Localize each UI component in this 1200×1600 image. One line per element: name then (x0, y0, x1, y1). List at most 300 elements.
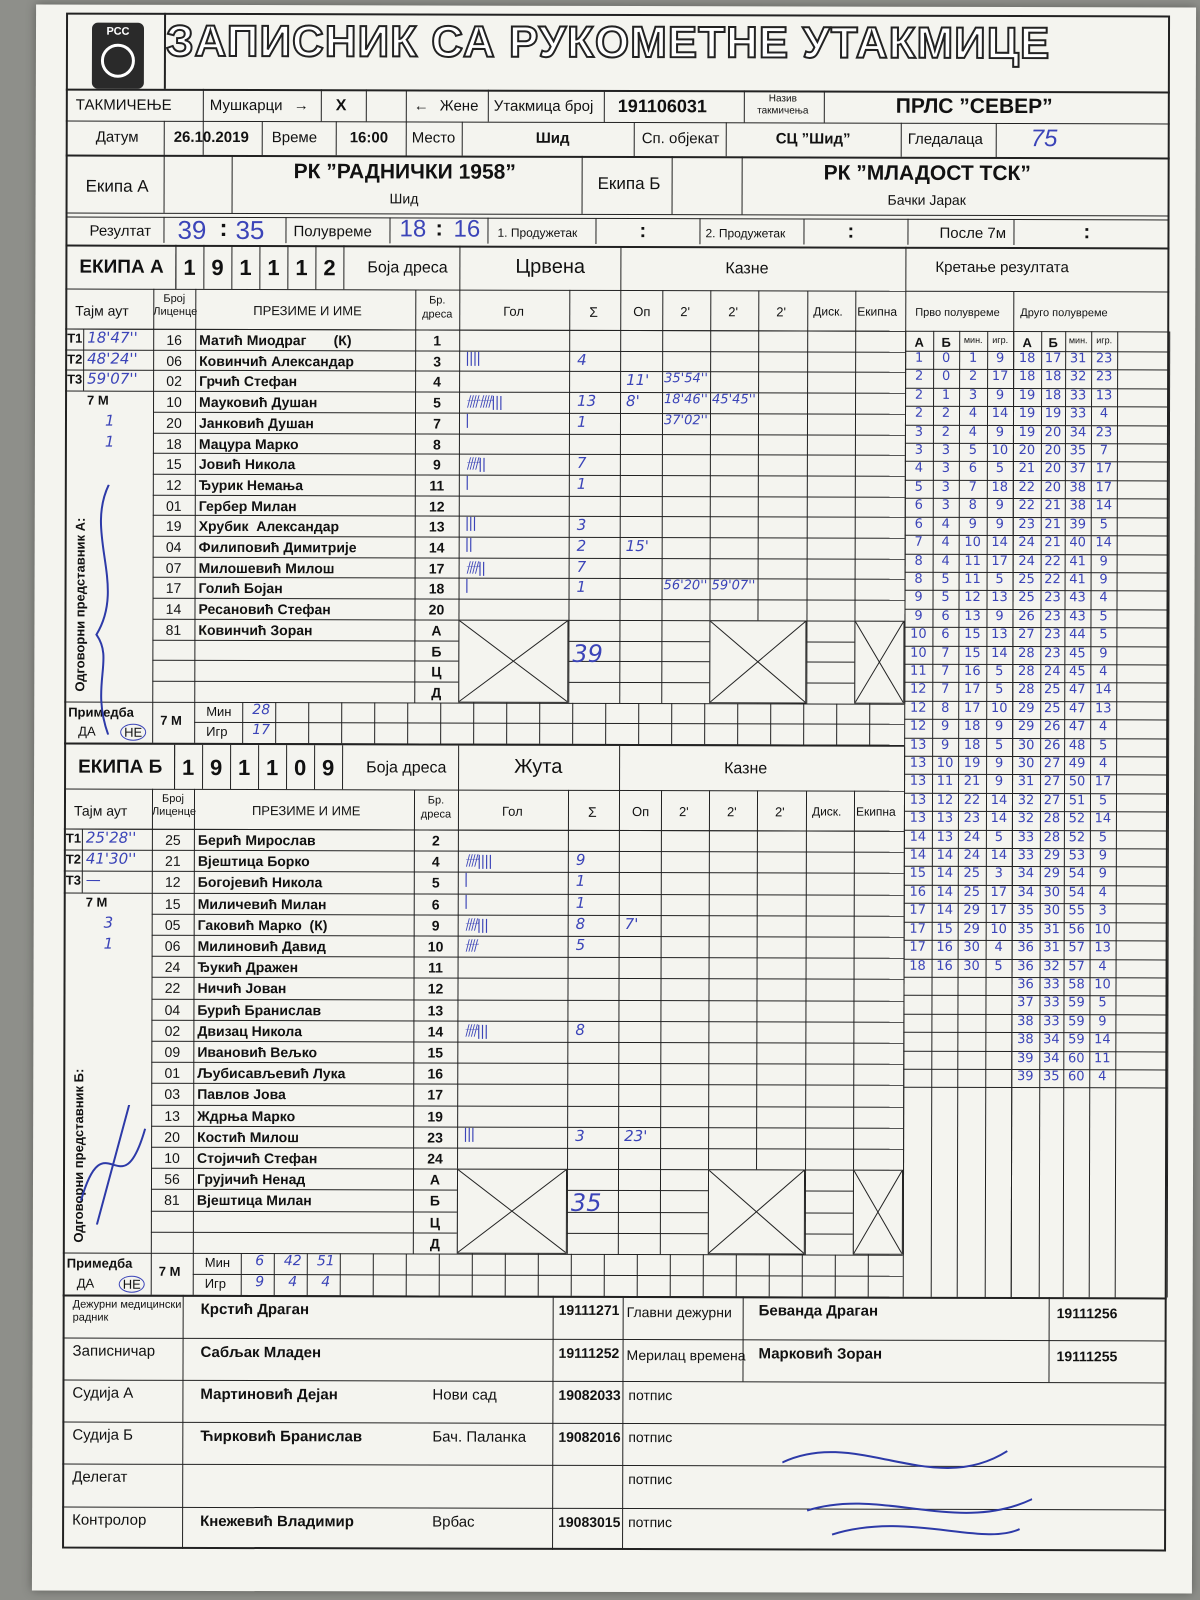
progress-cell: 19 (963, 755, 981, 771)
team-b-player-warning (624, 1063, 664, 1084)
team-a-col-warn: Оп (633, 304, 651, 320)
progress-cell (903, 977, 931, 995)
team-b-col-team: Екипна (855, 804, 896, 819)
progress-cell: 19 (1018, 424, 1036, 440)
progress-cell: 17 (909, 921, 926, 937)
team-a-player-2min (664, 351, 712, 372)
progress-cell: 30 (1017, 756, 1035, 772)
rule (539, 702, 540, 743)
progress-cell: 5 (968, 442, 978, 458)
team-b-total-goals: 35 (570, 1189, 602, 1218)
team-b-player-name: Берић Мирослав (197, 831, 316, 849)
progress-cell: 9 (940, 737, 950, 753)
progress-cell: 30 (1043, 884, 1061, 901)
rule (258, 745, 259, 789)
progress-cell: 14 (909, 829, 927, 845)
progress-cell: 22 (963, 792, 981, 808)
progress-cell: 38 (1017, 1032, 1034, 1048)
progress-cell: 14 (1094, 811, 1112, 827)
team-a-note-label: Примедба (68, 704, 134, 720)
place-label: Место (411, 129, 456, 147)
ball-icon (101, 44, 135, 78)
progress-cell: 39 (1017, 1050, 1034, 1066)
team-a-player-2min (712, 434, 760, 455)
progress-cell: 4 (941, 553, 950, 569)
rule (487, 218, 488, 244)
team-b-seven-igr: 9 (255, 1274, 265, 1291)
progress-cell: 25 (1018, 571, 1035, 588)
team-b-player-sum: 3 (575, 1126, 585, 1145)
team-a-player-warning (626, 434, 666, 455)
team-a-player-2min: 18'46'' (664, 392, 708, 408)
team-a-player-sum: 2 (576, 536, 587, 555)
progress-cell (985, 1051, 1011, 1069)
team-a-code-digit: 1 (295, 255, 308, 281)
team-b-city: Бачки Јарак (887, 191, 966, 208)
rule (458, 746, 459, 790)
team-b-official-role: Ц (429, 1214, 441, 1231)
progress-cell: 31 (1017, 774, 1035, 790)
rule (637, 1254, 638, 1296)
progress-cell: 10 (990, 921, 1007, 937)
progress-cell: 22 (1044, 572, 1061, 588)
team-a-player-sum: 1 (576, 474, 587, 493)
progress-cell: 38 (1069, 498, 1087, 514)
team-a-player-lic: 14 (165, 600, 182, 617)
progress-cell: 6 (941, 608, 950, 624)
team-a-player-lic: 12 (166, 476, 182, 493)
team-b-player-lic: 22 (164, 980, 181, 997)
progress-cell: 1 (941, 387, 951, 403)
team-a-player-sum (576, 599, 616, 620)
rule (1048, 1298, 1049, 1383)
team-a-player-name: Филиповић Димитрије (198, 538, 357, 556)
team-b-player-lic: 03 (164, 1086, 181, 1103)
team-b-player-lic: 04 (164, 1001, 181, 1018)
progress-col-header: игр. (992, 334, 1009, 346)
progress-cell: 1 (968, 350, 978, 366)
ot1-colon: : (639, 220, 647, 243)
progress-first-half: Прво полувреме (915, 306, 1000, 320)
progress-cell (957, 995, 985, 1013)
rule (406, 89, 407, 121)
team-b-player-lic: 20 (164, 1128, 180, 1145)
progress-cell: 41 (1069, 553, 1086, 569)
team-b-player-name: Ђукић Дражен (197, 959, 299, 976)
team-a-player-lic: 15 (166, 456, 182, 473)
progress-cell: 43 (1069, 608, 1086, 624)
progress-cell: 38 (1017, 1013, 1034, 1029)
rule (231, 245, 232, 289)
comp-name: ПРЛС ”СЕВЕР” (895, 94, 1053, 119)
progress-cell: 25 (963, 884, 981, 900)
team-b-seven-m-mark: 1 (103, 934, 114, 953)
team-a-city: Шид (389, 190, 419, 207)
team-a-penalties-label: Казне (725, 260, 769, 278)
rule (619, 746, 620, 790)
progress-cell: 17 (963, 700, 981, 716)
team-b-official-name: Вјештица Милан (196, 1192, 312, 1209)
progress-cell: 36 (1017, 958, 1034, 974)
progress-cell: 12 (964, 590, 981, 606)
team-a-label: Екипа А (85, 176, 149, 196)
rule (164, 13, 166, 89)
signature-rep-b (73, 1105, 153, 1225)
progress-col-header: А (914, 334, 924, 350)
rule (704, 703, 705, 744)
progress-cell: 21 (1044, 516, 1062, 532)
timer-name: Марковић Зоран (758, 1345, 883, 1363)
team-b-official-name (197, 1214, 413, 1236)
progress-cell: 14 (1095, 498, 1113, 514)
team-b-player-tally (464, 957, 564, 978)
team-a-cross-box (709, 620, 806, 703)
team-a-player-2min: 56'20'' (663, 578, 708, 594)
progress-cell: 34 (1043, 1032, 1060, 1048)
rule (488, 90, 489, 122)
team-a-official-name (198, 663, 414, 684)
progress-cell: 17 (1094, 774, 1112, 790)
team-b-seven-min: 42 (283, 1253, 302, 1270)
progress-cell: 5 (914, 479, 923, 495)
team-a-player-2min (711, 599, 759, 620)
team-b-player-name: Ничић Јован (197, 980, 287, 997)
team-a-player-2min (712, 496, 760, 517)
team-a-player-sum (577, 495, 617, 516)
team-b-seven-igr: 4 (321, 1274, 331, 1291)
progress-cell: 32 (1043, 958, 1060, 974)
team-b-col-no: Бр. дреса (420, 794, 452, 821)
progress-cell: 29 (1043, 848, 1061, 864)
team-b-player-no: 4 (431, 853, 440, 870)
team-a-player-no: 14 (428, 539, 445, 556)
progress-cell: 48 (1068, 737, 1086, 753)
team-a-official-name (198, 642, 414, 663)
progress-cell: 9 (1098, 866, 1107, 882)
progress-cell: 23 (1095, 351, 1113, 367)
rule (439, 1254, 440, 1296)
progress-cell: 30 (963, 958, 980, 974)
progress-cell: 44 (1069, 627, 1086, 643)
progress-cell: 3 (1098, 903, 1107, 919)
rule (604, 90, 605, 122)
progress-cell: 3 (941, 461, 951, 477)
progress-cell: 2 (941, 424, 951, 440)
team-a-cross-box (854, 620, 904, 703)
team-a-player-name: Јанковић Душан (198, 414, 314, 432)
team-a-player-warning (626, 516, 666, 537)
progress-cell: 7 (941, 663, 950, 679)
team-b-player-name: Гаковић Марко (К) (197, 916, 328, 934)
time-label: Време (271, 129, 318, 147)
rule (259, 245, 260, 289)
progress-cell: 10 (964, 535, 981, 551)
progress-cell: 28 (1043, 829, 1061, 845)
rule (308, 702, 309, 743)
team-a-player-tally: 卌卌||| (465, 394, 503, 411)
men-label: Мушкарци (209, 96, 283, 115)
progress-cell (931, 1014, 957, 1032)
progress-cell: 4 (1099, 719, 1108, 735)
team-a-player-no: 7 (433, 415, 441, 432)
team-a-cross-box (458, 619, 568, 702)
progress-cell: 14 (1095, 535, 1112, 551)
team-a-player-warning: 15' (625, 537, 649, 556)
rule (638, 703, 639, 744)
team-b-player-lic: 24 (164, 959, 181, 976)
progress-cell: 27 (1018, 627, 1035, 643)
team-b-col-warn: Оп (631, 804, 650, 820)
team-b-code-digit: 9 (210, 754, 223, 780)
progress-cell: 13 (909, 737, 927, 753)
progress-cell: 31 (1069, 351, 1087, 367)
rule (996, 123, 997, 157)
team-a-player-2min (664, 558, 712, 579)
team-b-col-timeout: Тајм аут (73, 802, 128, 819)
progress-cell: 5 (1098, 737, 1108, 753)
team-b-player-no: 24 (427, 1150, 443, 1167)
progress-cell: 13 (991, 627, 1008, 643)
team-a-player-name: Мауковић Душан (199, 394, 318, 411)
venue-label: Сп. објекат (641, 130, 720, 148)
team-a-player-warning (626, 330, 666, 351)
team-a-code-digit: 1 (239, 255, 252, 281)
team-a-player-2min (664, 454, 712, 475)
ot2-colon: : (847, 220, 855, 243)
progress-cell: 19 (1044, 406, 1062, 422)
progress-cell: 11 (936, 774, 954, 790)
team-a-player-2min (712, 517, 760, 538)
progress-cell: 33 (1043, 1013, 1060, 1029)
team-a-col-goal: Гол (503, 303, 524, 319)
spectators: 75 (1030, 125, 1058, 153)
team-b-player-no: 15 (427, 1044, 444, 1061)
footer-license: 19083015 (558, 1513, 621, 1530)
team-a-col-lic: Број Лиценце (153, 292, 198, 318)
team-a-player-name: Матић Миодраг (К) (199, 331, 352, 349)
team-a-code-digit: 1 (183, 254, 196, 280)
team-a-col-two: 2' (728, 304, 739, 320)
rule (459, 246, 460, 290)
rule (742, 1297, 743, 1382)
team-b-player-sum: 5 (575, 935, 586, 954)
rule (287, 245, 288, 289)
progress-cell: 29 (1017, 719, 1035, 735)
progress-cell: 18 (963, 737, 981, 753)
progress-cell: 13 (909, 774, 927, 790)
footer-city: Врбас (432, 1513, 475, 1531)
progress-cell: 34 (1043, 1050, 1060, 1066)
progress-cell: 14 (936, 903, 953, 919)
progress-cell: 59 (1068, 995, 1085, 1011)
progress-cell: 15 (964, 627, 981, 643)
progress-cell: 50 (1068, 774, 1086, 790)
progress-cell: 54 (1068, 885, 1086, 901)
team-b-note-no: НЕ (119, 1276, 145, 1293)
team-b-cross-box (853, 1170, 903, 1255)
half-a: 18 (399, 215, 427, 243)
team-a-official-role: Ц (431, 663, 442, 680)
team-a-player-2min: 37'02'' (663, 412, 708, 429)
progress-cell: 7 (941, 645, 950, 661)
team-b-col-goal: Гол (501, 803, 523, 819)
progress-cell: 14 (991, 645, 1008, 661)
team-a-player-2min (712, 330, 760, 351)
team-a-jersey: Црвена (515, 255, 586, 278)
progress-cell: 9 (1098, 848, 1108, 864)
progress-cell: 4 (1098, 1069, 1107, 1085)
progress-cell: 3 (914, 442, 924, 458)
progress-col-header: Б (1048, 335, 1058, 351)
logo-text: РСС (106, 25, 130, 38)
progress-cell: 18 (1018, 369, 1036, 385)
footer-label: Делегат (72, 1469, 128, 1487)
progress-cell: 53 (1068, 848, 1086, 864)
team-a-player-sum: 4 (577, 350, 587, 369)
progress-cell: 17 (991, 553, 1008, 569)
progress-cell: 21 (963, 774, 981, 790)
progress-cell: 13 (991, 590, 1008, 606)
progress-cell: 33 (1069, 388, 1087, 404)
progress-cell: 29 (1017, 700, 1035, 716)
progress-cell (985, 995, 1011, 1013)
team-a-player-lic: 02 (166, 373, 182, 390)
team-b-player-lic: 05 (164, 916, 181, 933)
progress-cell: 5 (995, 663, 1004, 679)
team-b-player-warning (625, 872, 665, 893)
rule (736, 1254, 737, 1296)
team-a-official-lic (152, 684, 194, 705)
progress-cell: 31 (1043, 921, 1060, 937)
progress-col-header: мин. (963, 334, 983, 345)
team-a-seven-m-mark: 1 (104, 411, 115, 430)
rule (473, 702, 474, 743)
rule (506, 702, 507, 743)
team-b-player-warning (625, 830, 665, 851)
progress-cell: 5 (994, 829, 1004, 845)
progress-cell: 7 (1099, 443, 1109, 459)
signature-rep-a (78, 485, 139, 735)
team-a-player-warning: 8' (626, 392, 640, 411)
women-label: Жене (439, 97, 479, 115)
progress-cell: 28 (1018, 645, 1035, 661)
progress-cell: 23 (963, 811, 981, 827)
team-b-min-label: Мин (204, 1254, 231, 1270)
progress-cell: 27 (1043, 774, 1061, 790)
progress-cell: 34 (1069, 424, 1087, 440)
rule (907, 219, 908, 245)
team-a-code-digit: 9 (211, 254, 224, 280)
team-a-player-name: Грчић Стефан (199, 373, 298, 390)
progress-cell: 6 (968, 461, 978, 477)
team-a-player-lic: 04 (165, 538, 182, 555)
team-b-player-no: 2 (431, 832, 440, 849)
team-b-player-tally: | (463, 893, 468, 910)
team-b-player-tally (464, 830, 564, 851)
rule (703, 1254, 704, 1296)
progress-cell: 29 (963, 903, 980, 919)
progress-cell: 6 (914, 498, 923, 514)
progress-cell: 43 (1069, 590, 1086, 606)
team-b-player-tally (463, 1084, 563, 1105)
footer-license: 19111252 (558, 1344, 620, 1361)
rule (901, 123, 902, 157)
team-a-col-two: 2' (680, 304, 691, 320)
rule (538, 1254, 539, 1296)
rule (321, 89, 322, 121)
progress-cell: 8 (941, 700, 950, 716)
progress-cell: 29 (963, 921, 980, 937)
team-b-official-lic (151, 1213, 193, 1234)
progress-cell: 8 (968, 498, 977, 514)
progress-cell (903, 995, 931, 1013)
progress-cell: 4 (1098, 756, 1108, 772)
team-b-timeout-value: 25'28'' (85, 828, 137, 847)
result-a: 39 (177, 214, 207, 245)
progress-cell: 6 (914, 516, 923, 532)
team-b-player-tally: 卌||| (463, 1023, 488, 1040)
rule (769, 1254, 770, 1296)
rule (202, 745, 203, 789)
progress-cell (903, 1069, 931, 1087)
progress-cell: 9 (1098, 1014, 1107, 1030)
progress-cell: 9 (1099, 572, 1108, 588)
team-a-official-name: Ковинчић Зоран (198, 621, 313, 639)
progress-cell: 24 (963, 829, 981, 845)
team-a-player-tally: | (464, 412, 469, 429)
progress-cell: 17 (1095, 461, 1113, 477)
progress-cell: 13 (936, 829, 954, 845)
team-a-col-sum: Σ (589, 303, 598, 320)
rule (604, 1254, 605, 1296)
progress-cell (903, 1032, 931, 1050)
progress-cell: 9 (994, 756, 1004, 772)
team-b-player-warning (624, 1000, 664, 1021)
rule (505, 1254, 506, 1296)
rule (342, 745, 343, 789)
team-b-code-digit: 1 (182, 754, 195, 780)
progress-cell: 21 (1018, 461, 1036, 477)
team-b-player-warning (625, 851, 665, 872)
progress-cell: 32 (1017, 811, 1035, 827)
team-b-player-tally: 卌 (463, 938, 477, 955)
team-b-player-warning (624, 1084, 664, 1105)
progress-cell: 14 (990, 848, 1008, 864)
team-b-code-digit: 0 (294, 755, 307, 781)
progress-cell: 17 (1044, 351, 1062, 367)
rule (373, 1253, 374, 1295)
progress-cell (957, 1050, 985, 1068)
team-a-col-team: Екипна (857, 304, 898, 319)
timer-license: 19111255 (1056, 1347, 1118, 1364)
team-a-player-sum (577, 433, 617, 454)
progress-cell: 52 (1068, 811, 1086, 827)
rule (389, 217, 390, 243)
signature-referees (782, 1426, 1032, 1547)
team-b-player-warning (624, 978, 664, 999)
progress-cell (931, 1069, 957, 1087)
team-b-player-name: Стојичић Стефан (197, 1149, 318, 1167)
progress-cell: 8 (914, 553, 923, 569)
team-a-player-lic: 17 (165, 580, 182, 597)
progress-cell: 15 (909, 866, 927, 882)
team-b-player-sum: 8 (575, 1020, 585, 1039)
progress-col-header: Б (941, 334, 951, 350)
team-b-official-role: А (429, 1171, 441, 1188)
team-a-player-2min (664, 516, 712, 537)
progress-cell: 9 (995, 719, 1004, 735)
rule (699, 218, 700, 244)
